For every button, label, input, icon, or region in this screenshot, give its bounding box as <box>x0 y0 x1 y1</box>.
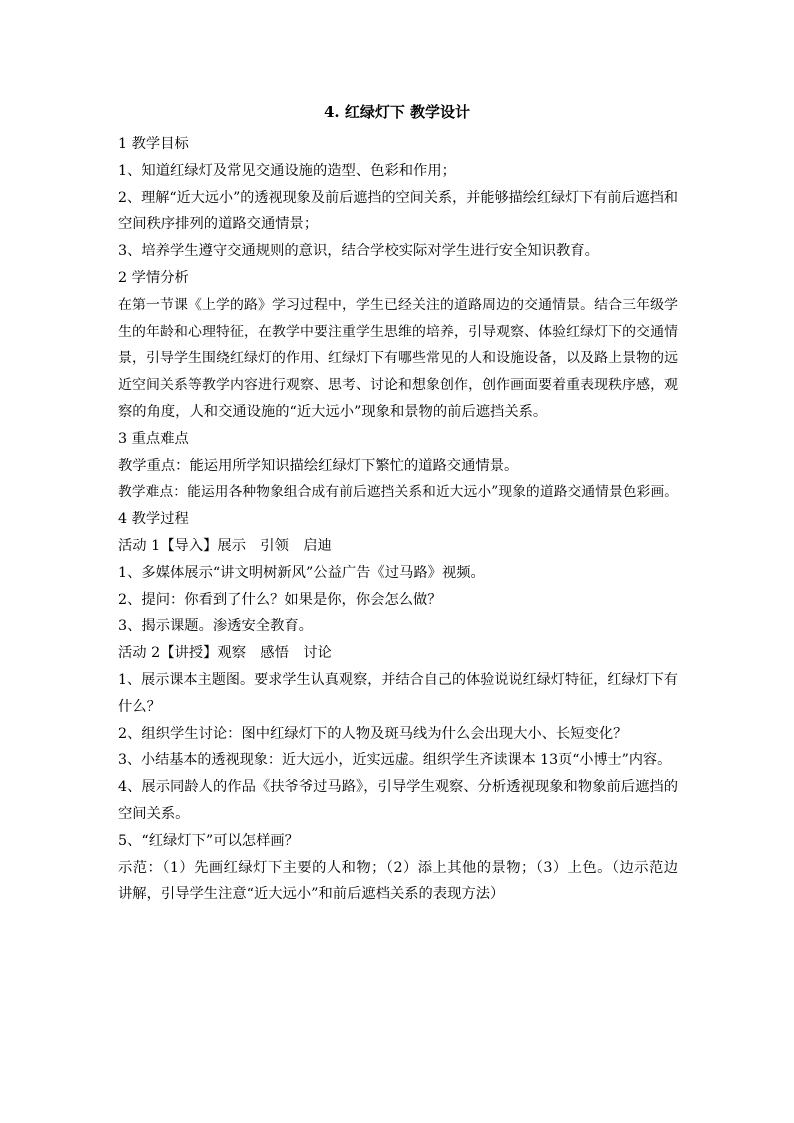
text-line: 5、“红绿灯下”可以怎样画？ <box>118 832 299 849</box>
text-line: 活动 2【讲授】观察 感悟 讨论 <box>118 645 332 662</box>
text-line: 3、培养学生遵守交通规则的意识，结合学校实际对学生进行安全知识教育。 <box>118 243 599 260</box>
text-line: 生的年龄和心理特征，在教学中要注重学生思维的培养，引导观察、体验红绿灯下的交通情 <box>118 323 678 340</box>
text-line: 示范：（1）先画红绿灯下主要的人和物；（2）添上其他的景物；（3）上色。（边示范边 <box>118 859 678 876</box>
text-line: 2 学情分析 <box>118 269 189 286</box>
text-line: 在第一节课《上学的路》学习过程中，学生已经关注的道路周边的交通情景。结合三年级学 <box>118 296 678 313</box>
text-line: 3、小结基本的透视现象：近大远小，近实远虚。组织学生齐读课本 13页“小博士”内容。 <box>118 752 672 769</box>
document-title: 4. 红绿灯下 教学设计 <box>323 103 471 121</box>
text-line: 3 重点难点 <box>118 430 189 447</box>
text-line: 近空间关系等教学内容进行观察、思考、讨论和想象创作，创作画面要着重表现秩序感，观 <box>118 377 678 394</box>
text-line: 1 教学目标 <box>118 136 189 152</box>
text-line: 空间关系。 <box>118 805 190 822</box>
text-line: 讲解，引导学生注意“近大远小”和前后遮档关系的表现方法） <box>118 886 505 903</box>
text-line: 活动 1【导入】展示 引领 启迪 <box>118 537 332 554</box>
text-line: 2、组织学生讨论：图中红绿灯下的人物及斑马线为什么会出现大小、长短变化？ <box>118 725 628 742</box>
text-line: 1、多媒体展示“讲文明树新风”公益广告《过马路》视频。 <box>118 564 485 581</box>
text-line: 察的角度，人和交通设施的“近大远小”现象和景物的前后遮挡关系。 <box>118 403 548 420</box>
text-line: 空间秩序排列的道路交通情景； <box>118 216 319 233</box>
text-line: 2、理解“近大远小”的透视现象及前后遮挡的空间关系，并能够描绘红绿灯下有前后遮挡和 <box>118 189 678 206</box>
text-line: 景，引导学生围绕红绿灯的作用、红绿灯下有哪些常见的人和设施设备，以及路上景物的远 <box>118 350 678 367</box>
document-body <box>118 131 678 908</box>
text-line: 2、提问：你看到了什么？如果是你，你会怎么做？ <box>118 591 442 608</box>
text-line: 4 教学过程 <box>118 511 189 528</box>
text-line: 什么？ <box>118 698 161 715</box>
text-line: 1、知道红绿灯及常见交通设施的造型、色彩和作用； <box>118 162 456 179</box>
text-line: 4、展示同龄人的作品《扶爷爷过马路》，引导学生观察、分析透视现象和物象前后遮挡的 <box>118 779 678 796</box>
text-line: 1、展示课本主题图。要求学生认真观察，并结合自己的体验说说红绿灯特征，红绿灯下有 <box>118 671 678 688</box>
text-line: 教学难点：能运用各种物象组合成有前后遮挡关系和近大远小”现象的道路交通情景色彩画。 <box>118 484 678 501</box>
text-line: 教学重点：能运用所学知识描绘红绿灯下繁忙的道路交通情景。 <box>118 457 519 474</box>
text-line: 3、揭示课题。渗透安全教育。 <box>118 618 313 635</box>
